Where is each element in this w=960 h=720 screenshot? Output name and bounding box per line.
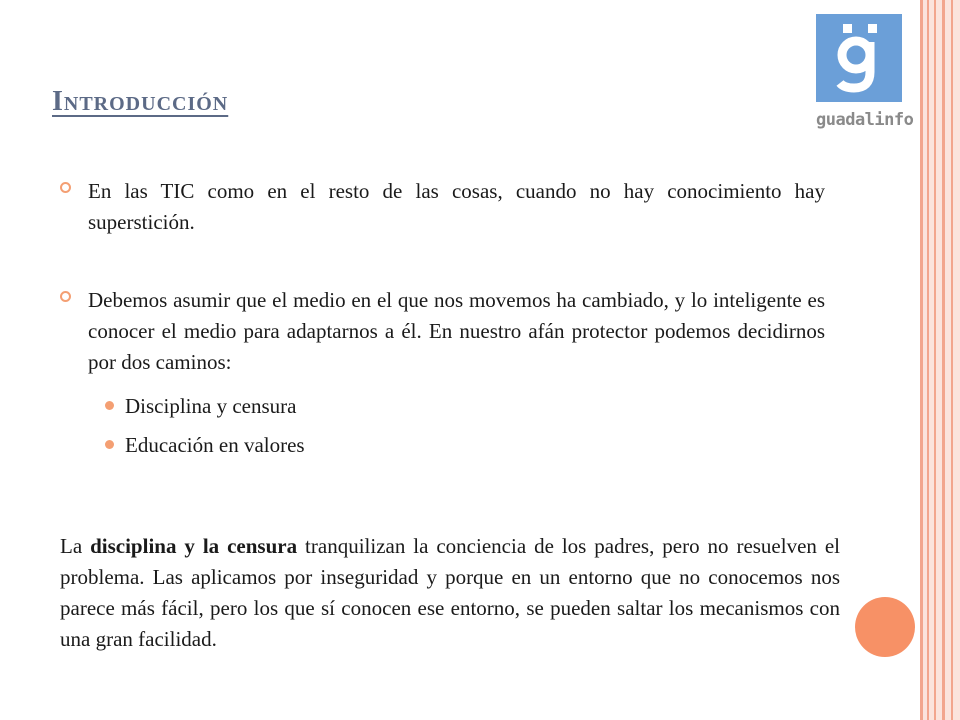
bullet-ring-icon [60, 291, 71, 302]
bullet-item [60, 285, 825, 378]
bullet-dot-icon [105, 440, 114, 449]
g-letter-icon [816, 14, 902, 102]
slide-title: Introducción [52, 86, 229, 117]
bullet-text: En las TIC como en el resto de las cosas, cuando no hay conocimiento hay superstición. [88, 179, 825, 234]
bullet-item [60, 176, 825, 238]
decorative-stripes [920, 0, 960, 720]
bullet-text: Debemos asumir que el medio en el que nos movemos ha cambiado, y lo inteligente es conocer el medio para adaptarnos a él. En nuestro afán protector podemos decidirnos por dos caminos: [88, 288, 825, 374]
bullet-dot-icon [105, 401, 114, 410]
paragraph-lead: La [60, 534, 91, 558]
sub-bullet-text: Educación en valores [125, 433, 305, 457]
sub-bullet-item [105, 392, 296, 420]
decorative-circle [855, 597, 915, 657]
guadalinfo-logo [816, 14, 914, 134]
logo-wordmark: guadalinfo [816, 110, 914, 130]
sub-bullet-item [105, 431, 305, 459]
closing-paragraph [60, 531, 840, 655]
bullet-ring-icon [60, 182, 71, 193]
paragraph-bold: disciplina y la censura [90, 534, 298, 558]
paragraph-rest: tranquilizan la conciencia de los padres, pero no resuelven el problema. Las aplicamos por inseguridad y porque en un entorno que no conocemos nos parece más fácil, pero los que sí conocen ese entorno, se pueden saltar los mecanismos con una gran facilidad. [60, 534, 841, 651]
sub-bullet-text: Disciplina y censura [125, 394, 297, 418]
